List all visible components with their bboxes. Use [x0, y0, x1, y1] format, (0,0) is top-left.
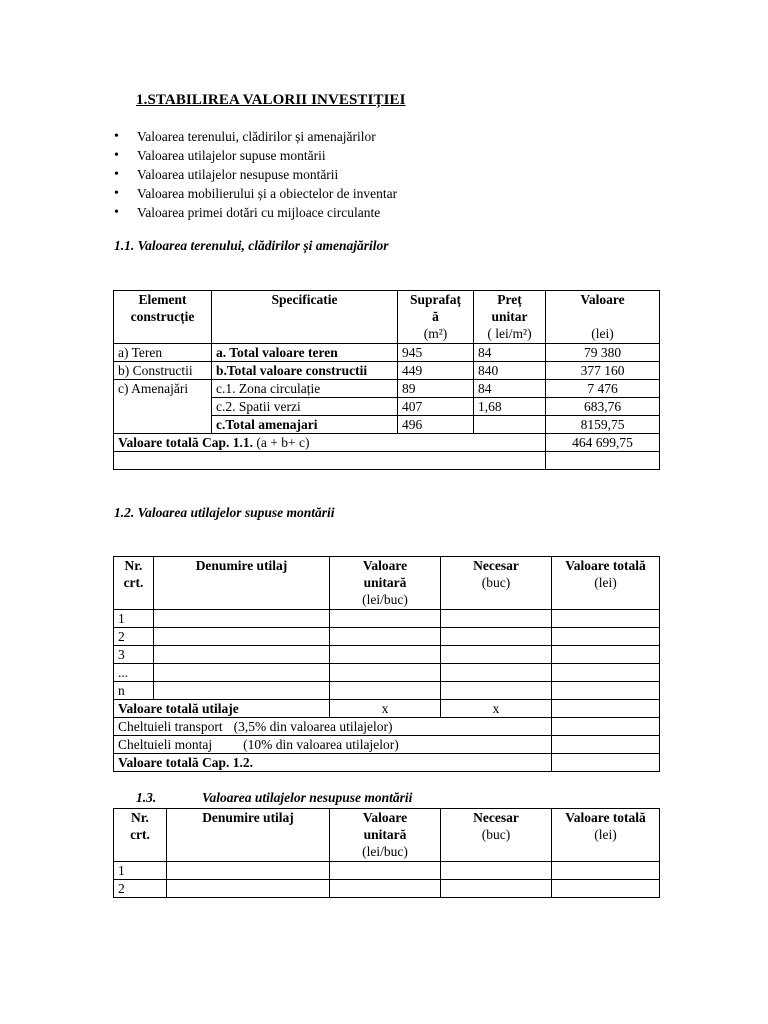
cell-nr: n	[114, 682, 154, 700]
header-nr-crt: Nr. crt.	[114, 809, 167, 862]
cell-valoare: 7 476	[546, 380, 660, 398]
table-row	[114, 682, 660, 700]
table-transport-row	[114, 718, 660, 736]
cell	[552, 610, 660, 628]
empty-cell	[114, 452, 546, 470]
cell	[552, 700, 660, 718]
cell-suprafata: 407	[398, 398, 474, 416]
transport-note: (3,5% din valoarea utilajelor)	[233, 719, 393, 734]
cell-pret: 840	[474, 362, 546, 380]
transport-label-cell	[114, 718, 552, 736]
cell	[552, 664, 660, 682]
cell	[552, 754, 660, 772]
cell-spec: b.Total valoare constructii	[212, 362, 398, 380]
cell	[154, 610, 330, 628]
table-row	[114, 628, 660, 646]
cell	[552, 646, 660, 664]
cell-nr: 2	[114, 628, 154, 646]
cell-valoare: 79 380	[546, 344, 660, 362]
cell	[552, 736, 660, 754]
section-1-2-heading: 1.2. Valoarea utilajelor supuse montării	[114, 505, 335, 520]
header-denumire: Denumire utilaj	[154, 557, 330, 610]
cell-pret: 84	[474, 380, 546, 398]
header-valoare-totala: Valoare totală (lei)	[552, 809, 660, 862]
cell-element: a) Teren	[114, 344, 212, 362]
cell	[552, 628, 660, 646]
section-number: 1.3.	[136, 790, 157, 805]
table-installed-equipment	[113, 556, 660, 772]
cell-suprafata: 89	[398, 380, 474, 398]
montaj-label-cell	[114, 736, 552, 754]
cell-nr: 1	[114, 610, 154, 628]
header-valoare: Valoare (lei)	[546, 291, 660, 344]
bullet-item: • Valoarea mobilierului și a obiectelor de inventar	[114, 184, 397, 203]
total-value: 464 699,75	[546, 434, 660, 452]
header-valoare-totala: Valoare totală (lei)	[552, 557, 660, 610]
cell	[154, 682, 330, 700]
header-nr-crt: Nr. crt.	[114, 557, 154, 610]
cell-pret	[474, 416, 546, 434]
section-1-1-heading: 1.1. Valoarea terenului, clădirilor și amenajărilor	[114, 238, 389, 253]
table-row	[114, 344, 660, 362]
bullet-item: • Valoarea primei dotări cu mijloace circulante	[114, 203, 397, 222]
cell	[441, 610, 552, 628]
cell	[154, 664, 330, 682]
cell-spec: c.Total amenajari	[212, 416, 398, 434]
x-mark: x	[330, 700, 441, 718]
cell-spec: c.1. Zona circulație	[212, 380, 398, 398]
cell	[441, 682, 552, 700]
montaj-label: Cheltuieli montaj	[118, 737, 213, 752]
cell	[441, 664, 552, 682]
cell	[167, 862, 330, 880]
bullet-item: • Valoarea utilajelor supuse montării	[114, 146, 397, 165]
table-row	[114, 362, 660, 380]
cell	[441, 628, 552, 646]
table-header-row	[114, 291, 660, 344]
table-row	[114, 664, 660, 682]
empty-cell	[546, 452, 660, 470]
header-element: Element construcție	[114, 291, 212, 344]
cell-nr: 3	[114, 646, 154, 664]
montaj-note: (10% din valoarea utilajelor)	[243, 737, 399, 752]
section-1-3-heading	[136, 790, 412, 806]
header-specificatie: Specificatie	[212, 291, 398, 344]
cell	[441, 880, 552, 898]
table-total-row	[114, 434, 660, 452]
bullet-item: • Valoarea terenului, clădirilor și amenajărilor	[114, 127, 397, 146]
cell-suprafata: 945	[398, 344, 474, 362]
cell-pret: 1,68	[474, 398, 546, 416]
cell-element: b) Constructii	[114, 362, 212, 380]
table-non-installed-equipment	[113, 808, 660, 898]
total-cap-label: Valoare totală Cap. 1.2.	[114, 754, 552, 772]
header-necesar: Necesar (buc)	[441, 557, 552, 610]
total-utilaje-label: Valoare totală utilaje	[114, 700, 330, 718]
cell	[154, 646, 330, 664]
cell-valoare: 377 160	[546, 362, 660, 380]
table-row	[114, 880, 660, 898]
header-valoare-unitara: Valoare unitară (lei/buc)	[330, 557, 441, 610]
cell	[441, 646, 552, 664]
cell-element: c) Amenajări	[114, 380, 212, 434]
cell	[330, 646, 441, 664]
total-label: Valoare totală Cap. 1.1.	[118, 435, 253, 450]
cell	[330, 862, 441, 880]
total-label-cell	[114, 434, 546, 452]
header-valoare-unitara: Valoare unitară (lei/buc)	[330, 809, 441, 862]
table-montaj-row	[114, 736, 660, 754]
cell-spec: a. Total valoare teren	[212, 344, 398, 362]
table-row	[114, 862, 660, 880]
cell	[552, 880, 660, 898]
cell-pret: 84	[474, 344, 546, 362]
cell	[441, 862, 552, 880]
transport-label: Cheltuieli transport	[118, 719, 223, 734]
total-formula: (a + b+ c)	[253, 435, 310, 450]
table-header-row	[114, 809, 660, 862]
cell-suprafata: 449	[398, 362, 474, 380]
header-necesar: Necesar (buc)	[441, 809, 552, 862]
cell-spec: c.2. Spatii verzi	[212, 398, 398, 416]
cell	[552, 682, 660, 700]
table-land-buildings	[113, 290, 660, 470]
page-title: 1.STABILIREA VALORII INVESTIȚIEI	[136, 92, 406, 108]
cell	[330, 664, 441, 682]
cell-nr: 2	[114, 880, 167, 898]
cell-valoare: 8159,75	[546, 416, 660, 434]
investment-bullet-list	[114, 127, 397, 222]
table-total-utilaje-row	[114, 700, 660, 718]
header-denumire: Denumire utilaj	[167, 809, 330, 862]
table-row	[114, 380, 660, 398]
cell	[552, 718, 660, 736]
cell	[330, 880, 441, 898]
cell-suprafata: 496	[398, 416, 474, 434]
header-suprafata: Suprafaț ă (m²)	[398, 291, 474, 344]
table-empty-row	[114, 452, 660, 470]
table-row	[114, 610, 660, 628]
cell	[330, 610, 441, 628]
cell	[330, 628, 441, 646]
cell	[154, 628, 330, 646]
cell-nr: 1	[114, 862, 167, 880]
cell	[167, 880, 330, 898]
table-total-row	[114, 754, 660, 772]
cell	[330, 682, 441, 700]
table-header-row	[114, 557, 660, 610]
table-row	[114, 646, 660, 664]
cell	[552, 862, 660, 880]
bullet-item: • Valoarea utilajelor nesupuse montării	[114, 165, 397, 184]
cell-nr: ...	[114, 664, 154, 682]
cell-valoare: 683,76	[546, 398, 660, 416]
section-title: Valoarea utilajelor nesupuse montării	[202, 790, 413, 805]
x-mark: x	[441, 700, 552, 718]
header-pret-unitar: Preț unitar ( lei/m²)	[474, 291, 546, 344]
